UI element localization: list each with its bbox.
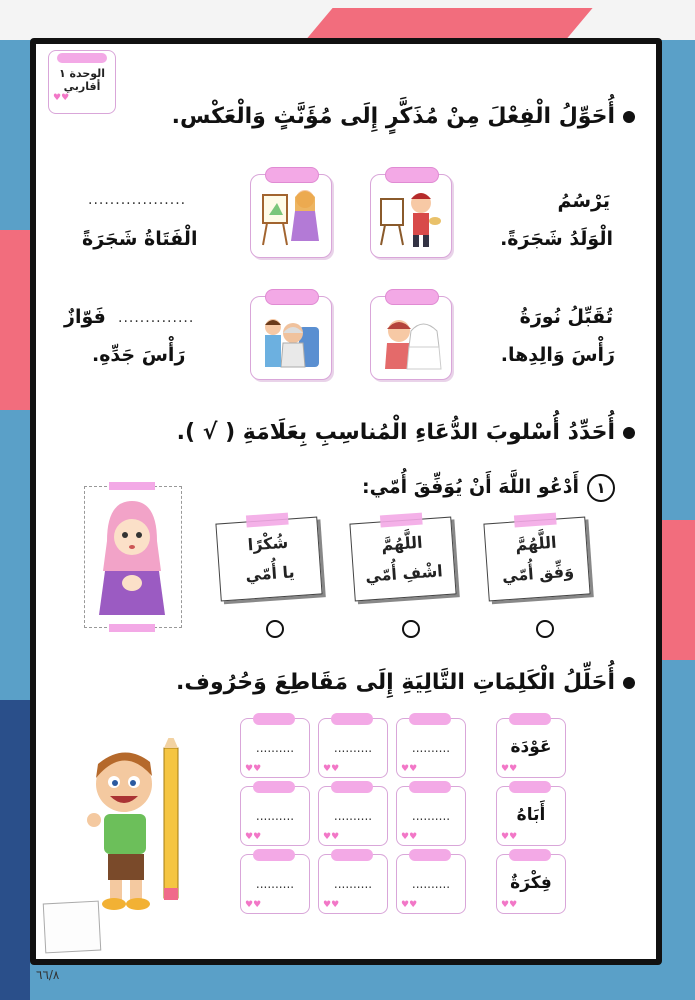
row1-answer-dots: .................. (88, 192, 187, 208)
option-card-1 (483, 517, 590, 602)
option3-line2: يا أُمّي (244, 562, 296, 585)
answer-cell[interactable]: .......... ♥♥ (396, 854, 466, 914)
girl-painting-icon (259, 185, 323, 249)
boy-painting-picture (370, 174, 452, 258)
girl-kissing-father-icon (379, 307, 443, 371)
answer-cell[interactable]: .......... ♥♥ (396, 718, 466, 778)
row1-left-text: الْفَتَاةُ شَجَرَةً (82, 228, 198, 250)
answer-cell[interactable]: .......... ♥♥ (240, 718, 310, 778)
girl-painting-picture (250, 174, 332, 258)
answer-cell[interactable]: .......... ♥♥ (318, 718, 388, 778)
section1-heading: أُحَوِّلُ الْفِعْلَ مِنْ مُذَكَّرٍ إِلَى مُؤَنَّثٍ وَالْعَكْس. (172, 104, 635, 129)
answer-cell[interactable]: .......... ♥♥ (240, 786, 310, 846)
unit-tag: الوحدة ١ أقاربي ♥♥ (48, 50, 116, 114)
page-corner-note (43, 901, 102, 954)
option3-line1: شُكْرًا (247, 532, 289, 555)
question-number: ١ (587, 474, 615, 502)
bullet-icon (623, 427, 635, 439)
answer-cell[interactable]: .......... ♥♥ (396, 786, 466, 846)
row1-right-line1: يَرْسُمُ (557, 190, 610, 212)
row1-right-line2: الْوَلَدُ شَجَرَةً. (500, 228, 613, 250)
boy-kissing-grandfather-icon (259, 307, 323, 371)
answer-cell[interactable]: .......... ♥♥ (240, 854, 310, 914)
option1-line1: اللَّهُمَّ (514, 532, 558, 555)
option1-radio[interactable] (536, 620, 554, 638)
section3-heading: أُحَلِّلُ الْكَلِمَاتِ التَّالِيَةِ إِلَى مَقَاطِعَ وَحُرُوف. (176, 670, 635, 695)
option1-line2: وَفِّق أُمّي (501, 561, 575, 586)
boy-painting-icon (379, 185, 443, 249)
row2-left-word: فَوّازٌ (64, 306, 106, 328)
boy-kissing-grandfather-picture (250, 296, 332, 380)
option-card-2 (349, 517, 456, 602)
row2-right-line1: تُقَبِّلُ نُورَةُ (519, 306, 613, 328)
bg-stripe (0, 700, 30, 1000)
unit-title: أقاربي (63, 80, 101, 93)
answer-cell[interactable]: .......... ♥♥ (318, 854, 388, 914)
word-cell: عَوْدَة ♥♥ (496, 718, 566, 778)
row2-right-line2: رَأْسَ وَالِدِها. (500, 344, 615, 366)
section2-heading: أُحَدِّدُ أُسْلوبَ الدُّعَاءِ الْمُناسِبِ بِعَلَامَةِ ( √ ). (177, 420, 635, 445)
row2-answer-dots: .............. (118, 310, 195, 326)
option3-radio[interactable] (266, 620, 284, 638)
girl-kissing-father-picture (370, 296, 452, 380)
boy-with-pencil-illustration (80, 738, 200, 918)
option-card-3 (215, 517, 322, 602)
word-cell: أَبَاهُ ♥♥ (496, 786, 566, 846)
bullet-icon (623, 111, 635, 123)
girl-praying-icon (87, 491, 177, 621)
girl-praying-picture (84, 486, 182, 628)
page-number: ٦٦/٨ (36, 968, 60, 982)
answer-cell[interactable]: .......... ♥♥ (318, 786, 388, 846)
question-1: ١أَدْعُو اللَّهَ أَنْ يُوَفِّقَ أُمّي: (362, 474, 615, 502)
bullet-icon (623, 677, 635, 689)
option2-radio[interactable] (402, 620, 420, 638)
word-cell: فِكْرَةٌ ♥♥ (496, 854, 566, 914)
row2-left-text: رَأْسَ جَدِّهِ. (92, 344, 186, 366)
unit-number: الوحدة ١ (58, 67, 106, 80)
option2-line2: اشْفِ أُمّي (364, 561, 444, 586)
bg-stripe (307, 8, 592, 38)
option2-line1: اللَّهُمَّ (380, 532, 424, 555)
